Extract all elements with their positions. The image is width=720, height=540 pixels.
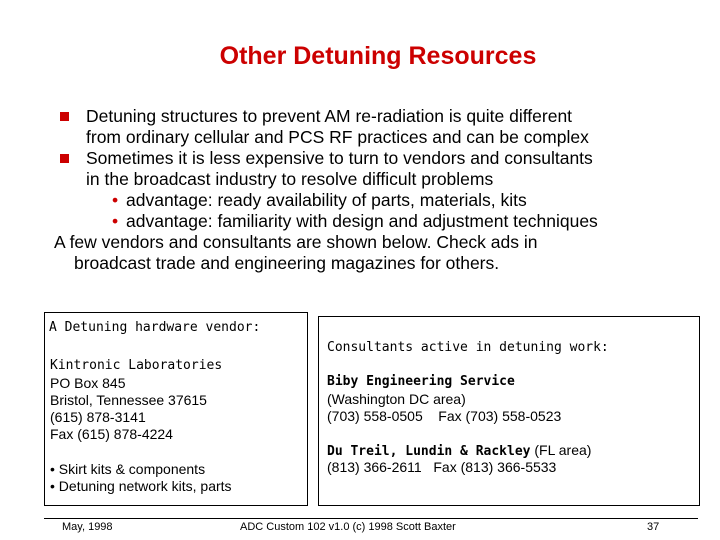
- consultant-phone: (813) 366-2611 Fax (813) 366-5533: [327, 459, 557, 475]
- consultant-area: (Washington DC area): [327, 391, 466, 407]
- bullet-list: [56, 106, 706, 274]
- vendor-address-line: Bristol, Tennessee 37615: [50, 392, 207, 408]
- sub-bullet-text: advantage: ready availability of parts, materials, kits: [126, 190, 527, 210]
- vendor-heading: A Detuning hardware vendor:: [49, 320, 261, 335]
- sub-bullet-text: advantage: familiarity with design and adjustment techniques: [126, 211, 598, 231]
- bullet-text: Detuning structures to prevent AM re-radiation is quite different: [86, 106, 573, 126]
- bullet-item: [56, 148, 706, 190]
- dot-bullet-icon: •: [112, 211, 119, 231]
- vendor-fax: Fax (615) 878-4224: [50, 426, 173, 442]
- consultant-area: (FL area): [530, 442, 592, 458]
- consultants-heading: Consultants active in detuning work:: [327, 340, 609, 355]
- closing-text: A few vendors and consultants are shown below. Check ads in: [54, 232, 538, 252]
- square-bullet-icon: [60, 112, 69, 121]
- footer-divider: [44, 518, 698, 519]
- vendor-product-item: • Detuning network kits, parts: [50, 478, 232, 494]
- dot-bullet-icon: •: [112, 190, 119, 210]
- vendor-phone: (615) 878-3141: [50, 409, 146, 425]
- sub-bullet-item: [56, 190, 706, 211]
- vendor-product-item: • Skirt kits & components: [50, 461, 206, 477]
- consultant-name-line: [327, 442, 591, 459]
- bullet-item: [56, 106, 706, 148]
- closing-paragraph: [54, 232, 706, 274]
- square-bullet-icon: [60, 154, 69, 163]
- footer-course: ADC Custom 102 v1.0 (c) 1998 Scott Baxter: [240, 521, 456, 533]
- bullet-text-continued: in the broadcast industry to resolve difficult problems: [86, 169, 494, 189]
- vendor-box: [44, 312, 308, 506]
- closing-text-continued: broadcast trade and engineering magazines for others.: [74, 253, 500, 273]
- bullet-text: Sometimes it is less expensive to turn to vendors and consultants: [86, 148, 593, 168]
- consultants-box: [318, 316, 700, 506]
- bullet-text-continued: from ordinary cellular and PCS RF practices and can be complex: [86, 127, 589, 147]
- consultant-name: Du Treil, Lundin & Rackley: [327, 444, 531, 459]
- vendor-address-line: PO Box 845: [50, 375, 126, 391]
- consultant-phone: (703) 558-0505 Fax (703) 558-0523: [327, 408, 562, 424]
- vendor-name: Kintronic Laboratories: [50, 358, 223, 373]
- page-number: 37: [647, 521, 660, 533]
- sub-bullet-item: [56, 211, 706, 232]
- slide-title: Other Detuning Resources: [219, 42, 537, 70]
- footer-date: May, 1998: [62, 521, 113, 533]
- consultant-name: Biby Engineering Service: [327, 374, 515, 389]
